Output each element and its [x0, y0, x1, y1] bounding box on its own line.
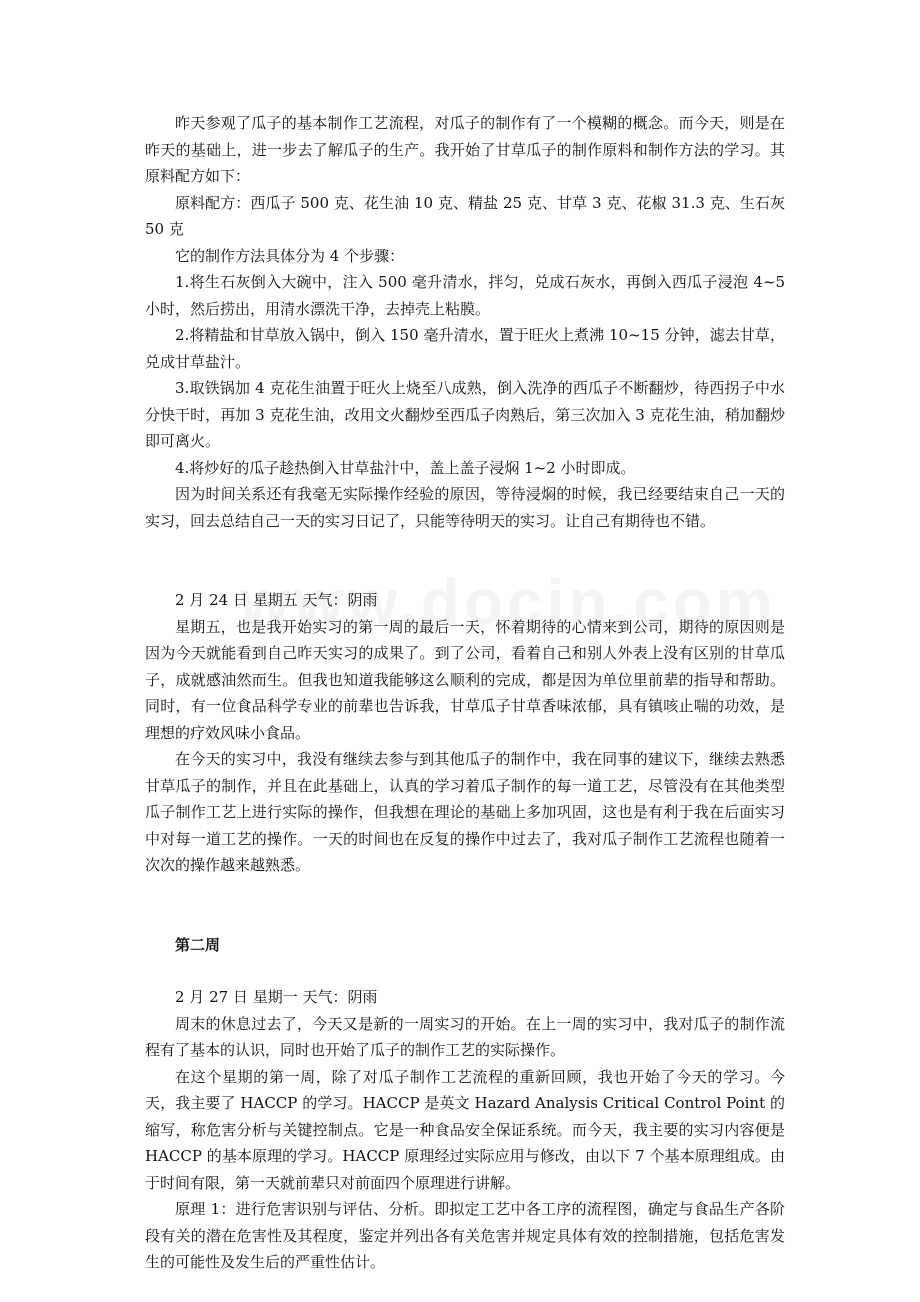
- paragraph-feb-27-b: 在这个星期的第一周，除了对瓜子制作工艺流程的重新回顾，我也开始了今天的学习。今天，我主要了 HACCP 的学习。HACCP 是英文 Hazard Analysis Critical Control Point 的缩写，称危害分析与关键控制点。它是一种食品安全保证系统。而今天，我主要的实习内容便是 HACCP 的基本原理的学习。HACCP 原理经过实际应用与修改，由以下 7 个基本原理组成。由于时间有限，第一天就前辈只对前面四个原理进行讲解。: [145, 1067, 785, 1192]
- paragraph-step-2: 2.将精盐和甘草放入锅中，倒入 150 毫升清水，置于旺火上煮沸 10~15 分钟，滤去甘草，兑成甘草盐汁。: [145, 326, 785, 371]
- paragraph-principle-1: 原理 1：进行危害识别与评估、分析。即拟定工艺中各工序的流程图，确定与食品生产各阶段有关的潜在危害性及其程度，鉴定并列出各有关危害并规定具体有效的控制措施，包括危害发生的可能性及发生后的严重性估计。: [145, 1200, 785, 1271]
- paragraph-step-4: 4.将炒好的瓜子趁热倒入甘草盐汁中，盖上盖子浸焖 1~2 小时即成。: [175, 458, 636, 477]
- paragraph-step-1: 1.将生石灰倒入大碗中，注入 500 毫升清水，拌匀，兑成石灰水，再倒入西瓜子浸泡 4~5 小时，然后捞出，用清水漂洗干净，去掉壳上粘膜。: [145, 273, 785, 318]
- document-body: [145, 110, 785, 1276]
- entry-date-feb-24: 2 月 24 日 星期五 天气：阴雨: [175, 591, 378, 609]
- paragraph-day-end: 因为时间关系还有我毫无实际操作经验的原因，等待浸焖的时候，我已经要结束自己一天的实习，回去总结自己一天的实习日记了，只能等待明天的实习。让自己有期待也不错。: [145, 485, 785, 530]
- paragraph-feb-24-a: 星期五，也是我开始实习的第一周的最后一天，怀着期待的心情来到公司，期待的原因则是因为今天就能看到自己昨天实习的成果了。到了公司，看着自己和别人外表上没有区别的甘草瓜子，成就感油然而生。但我也知道我能够这么顺利的完成，都是因为单位里前辈的指导和帮助。同时，有一位食品科学专业的前辈也告诉我，甘草瓜子甘草香味浓郁，具有镇咳止喘的功效，是理想的疗效风味小食品。: [145, 617, 785, 742]
- paragraph-intro: 昨天参观了瓜子的基本制作工艺流程，对瓜子的制作有了一个模糊的概念。而今天，则是在昨天的基础上，进一步去了解瓜子的生产。我开始了甘草瓜子的制作原料和制作方法的学习。其原料配方如下：: [145, 114, 785, 185]
- paragraph-feb-24-b: 在今天的实习中，我没有继续去参与到其他瓜子的制作中，我在同事的建议下，继续去熟悉甘草瓜子的制作，并且在此基础上，认真的学习着瓜子制作的每一道工艺，尽管没有在其他类型瓜子制作工艺上进行实际的操作，但我想在理论的基础上多加巩固，这也是有利于我在后面实习中对每一道工艺的操作。一天的时间也在反复的操作中过去了，我对瓜子制作工艺流程也随着一次次的操作越来越熟悉。: [145, 750, 785, 874]
- entry-date-feb-27: 2 月 27 日 星期一 天气：阴雨: [175, 988, 378, 1006]
- week-two-heading: 第二周: [175, 935, 221, 954]
- paragraph-steps-intro: 它的制作方法具体分为 4 个步骤：: [175, 246, 405, 265]
- paragraph-feb-27-a: 周末的休息过去了，今天又是新的一周实习的开始。在上一周的实习中，我对瓜子的制作流程有了基本的认识，同时也开始了瓜子的制作工艺的实际操作。: [145, 1014, 785, 1059]
- paragraph-step-3: 3.取铁锅加 4 克花生油置于旺火上烧至八成熟，倒入洗净的西瓜子不断翻炒，待西拐子中水分快干时，再加 3 克花生油，改用文火翻炒至西瓜子肉熟后，第三次加入 3 克花生油，稍加翻炒即可离火。: [145, 379, 785, 450]
- paragraph-ingredients: 原料配方：西瓜子 500 克、花生油 10 克、精盐 25 克、甘草 3 克、花椒 31.3 克、生石灰 50 克: [145, 193, 785, 238]
